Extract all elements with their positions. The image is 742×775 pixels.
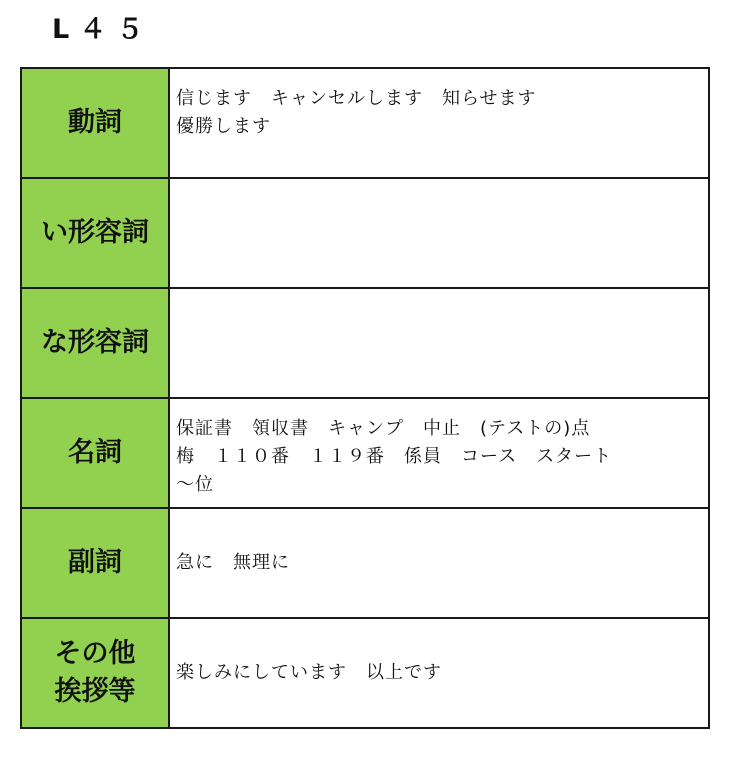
category-label-i-adjectives: い形容詞 <box>41 217 149 248</box>
words-cell <box>169 618 709 728</box>
category-label-adverbs: 副詞 <box>68 547 122 578</box>
category-cell <box>21 618 169 728</box>
category-cell <box>21 178 169 288</box>
row-others-greetings <box>21 618 709 728</box>
row-nouns <box>21 398 709 508</box>
word-line: 保証書 領収書 キャンプ 中止 (テストの)点 <box>176 418 591 439</box>
word-line: 急に 無理に <box>176 552 290 573</box>
words-cell-empty <box>169 178 709 288</box>
vocabulary-table <box>20 67 710 729</box>
row-verbs <box>21 68 709 178</box>
word-line: 信じます キャンセルします 知らせます <box>176 88 537 109</box>
words-cell-empty <box>169 288 709 398</box>
words-cell <box>169 398 709 508</box>
row-na-adjectives <box>21 288 709 398</box>
lesson-title: L４５ <box>52 14 154 45</box>
row-adverbs <box>21 508 709 618</box>
word-line: 優勝します <box>176 116 271 137</box>
word-line: 梅 １１０番 １１９番 係員 コース スタート <box>176 446 613 467</box>
category-label-verbs: 動詞 <box>68 107 122 138</box>
words-cell <box>169 68 709 178</box>
category-cell <box>21 288 169 398</box>
category-cell <box>21 68 169 178</box>
category-label-nouns: 名詞 <box>68 437 122 468</box>
category-label-na-adjectives: な形容詞 <box>41 327 149 358</box>
category-cell <box>21 398 169 508</box>
row-i-adjectives <box>21 178 709 288</box>
category-label-others: その他 挨拶等 <box>54 638 136 707</box>
category-cell <box>21 508 169 618</box>
word-line: ～位 <box>176 474 214 495</box>
words-cell <box>169 508 709 618</box>
word-line: 楽しみにしています 以上です <box>176 662 442 683</box>
